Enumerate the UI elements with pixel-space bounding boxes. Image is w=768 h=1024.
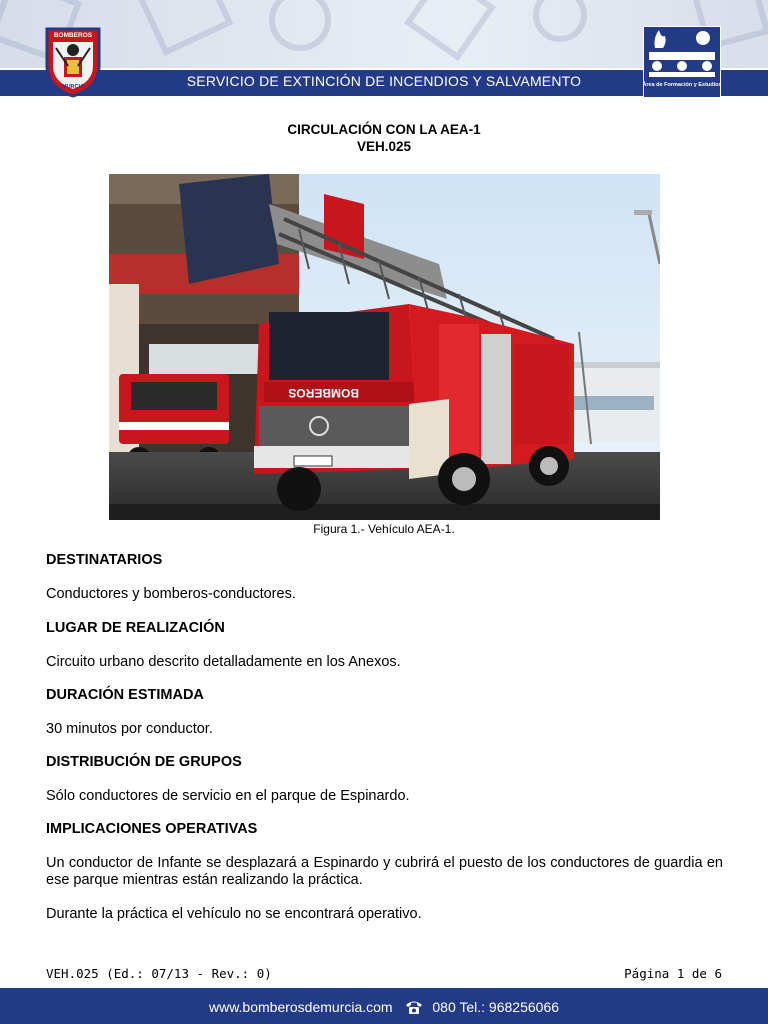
logo-text-bottom: MURCIA — [62, 84, 84, 90]
section-heading-lugar: LUGAR DE REALIZACIÓN — [46, 620, 225, 636]
logo-text-top: BOMBEROS — [53, 32, 93, 39]
section-text-lugar: Circuito urbano descrito detalladamente en los Anexos. — [46, 654, 401, 670]
section-heading-duracion: DURACIÓN ESTIMADA — [46, 687, 204, 703]
footer-page-number: Página 1 de 6 — [624, 966, 722, 981]
logo-right-text: Área de Formación y Estudios — [643, 82, 721, 88]
section-text-distribucion: Sólo conductores de servicio en el parque de Espinardo. — [46, 788, 410, 804]
footer-doc-reference: VEH.025 (Ed.: 07/13 - Rev.: 0) — [46, 966, 272, 981]
header-title: SERVICIO DE EXTINCIÓN DE INCENDIOS Y SALVAMENTO — [186, 73, 582, 89]
footer-phone: 080 Tel.: 968256066 — [432, 999, 560, 1015]
title-line-2: VEH.025 — [356, 139, 412, 154]
section-text-duracion: 30 minutos por conductor. — [46, 721, 213, 737]
section-text-implicaciones-2: Durante la práctica el vehículo no se encontrará operativo. — [46, 906, 422, 922]
area-formacion-logo-icon — [643, 26, 721, 98]
area-formacion-logo — [643, 26, 721, 98]
section-text-implicaciones: Un conductor de Infante se desplazará a Espinardo y cubrirá el puesto de los conductores de guardia en ese parque mientras están realizando la práctica. — [46, 855, 723, 888]
footer-website-link[interactable]: www.bomberosdemurcia.com — [208, 999, 393, 1015]
fire-truck-photo-illustration — [109, 174, 660, 520]
section-heading-distribucion: DISTRIBUCIÓN DE GRUPOS — [46, 754, 242, 770]
telephone-icon — [404, 999, 424, 1015]
section-text-destinatarios: Conductores y bomberos-conductores. — [46, 586, 296, 602]
title-line-1: CIRCULACIÓN CON LA AEA-1 — [287, 122, 481, 137]
footer-contact — [0, 999, 768, 1015]
section-heading-destinatarios: DESTINATARIOS — [46, 552, 163, 568]
figure-caption: Figura 1.- Vehículo AEA-1. — [313, 522, 455, 536]
bomberos-murcia-logo — [44, 26, 102, 98]
fire-truck-photo — [109, 174, 660, 520]
svg-text:BOMBEROS: BOMBEROS — [288, 386, 359, 400]
section-heading-implicaciones: IMPLICACIONES OPERATIVAS — [46, 821, 258, 837]
document-title — [0, 121, 768, 155]
bomberos-murcia-shield-logo — [44, 26, 102, 98]
